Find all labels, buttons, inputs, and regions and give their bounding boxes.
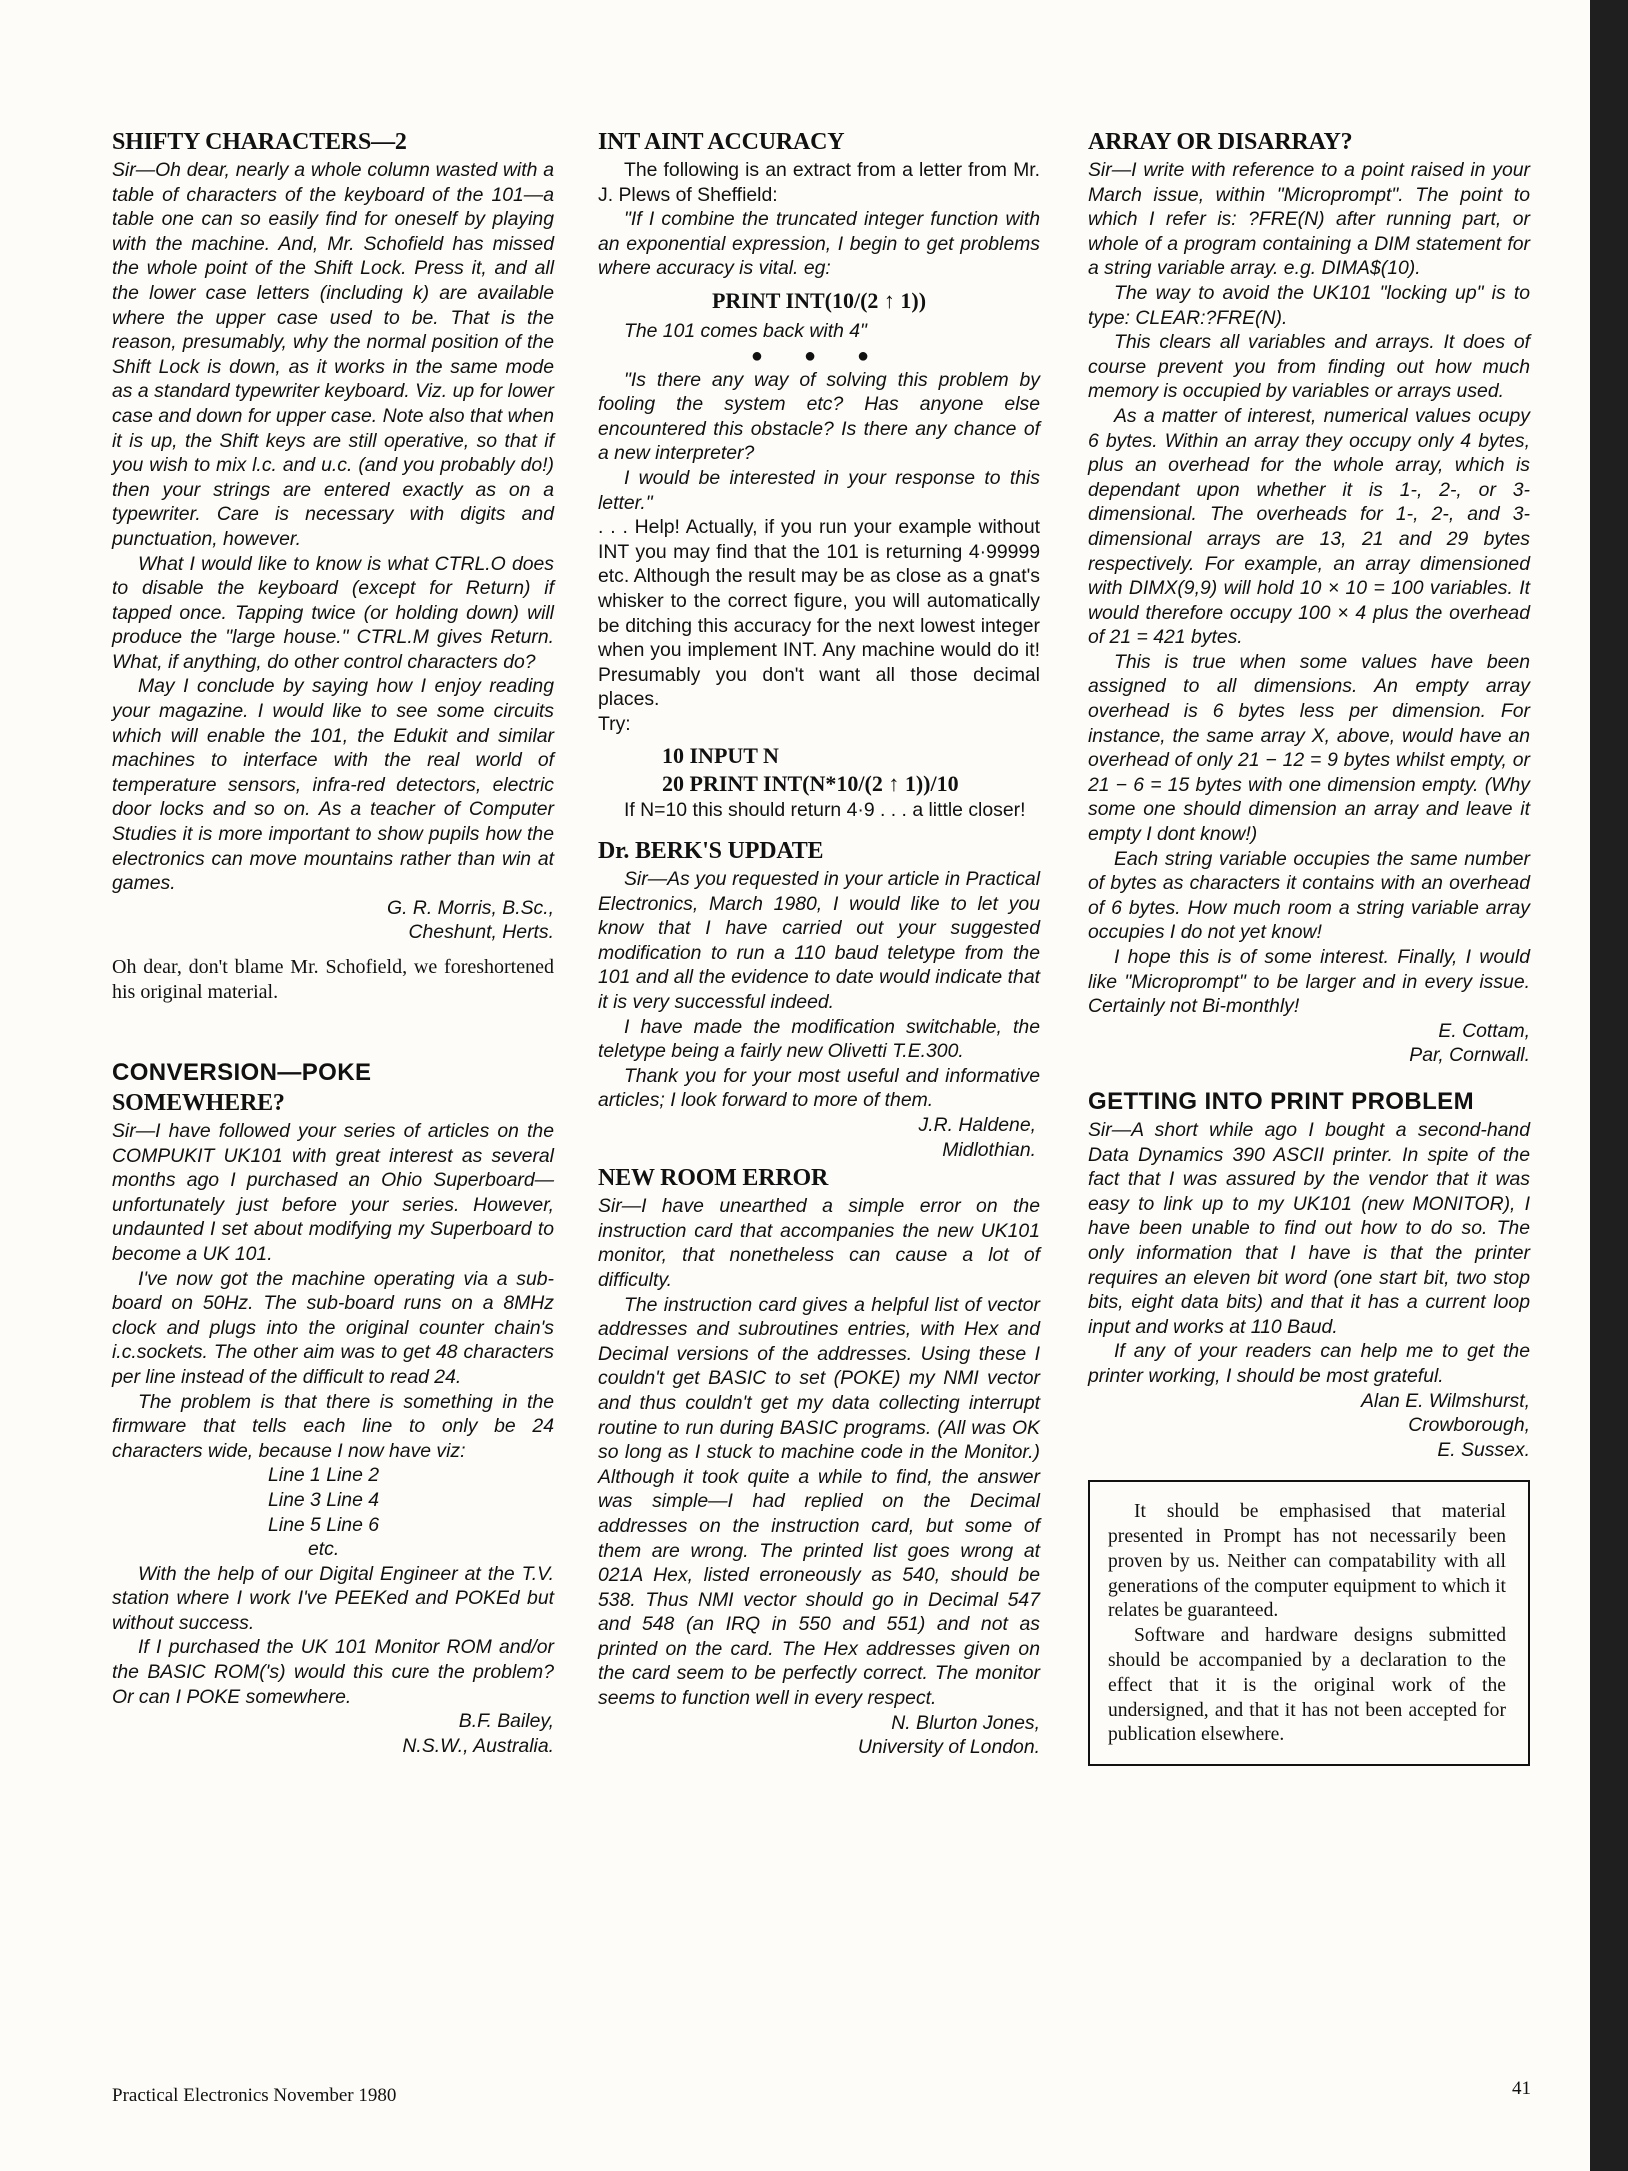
- heading-conversion-poke-line2: SOMEWHERE?: [112, 1090, 285, 1116]
- signature-place: Par, Cornwall.: [1409, 1044, 1530, 1067]
- reply-paragraph: . . . Help! Actually, if you run your example without INT you may find that the 101 is returning 4·99999 etc. Although the result may be as close as a gnat's whisker to the correct figure, you will automatically be ditching this accuracy for the next lowest integer when you implement INT. Any machine would do it! Presumably you don't want all those decimal places.: [598, 516, 1040, 711]
- letter-paragraph: The instruction card gives a helpful list of vector addresses and subroutines entries, with Hex and Decimal versions of the addresses. Using these I couldn't get BASIC to set (POKE) my NMI vector and thus couldn't get my data collecting interrupt routine to run during BASIC programs. (All was OK so long as I stuck to machine code in the Monitor.) Although it took quite a while to find, the answer was simple—I had replied on the Decimal addresses on the instruction card, but some of them are wrong. The printed list goes wrong at 021A Hex, listed erroneously as 540, should be 538. Thus NMI vector should go in Decimal 547 and 548 (an IRQ in 550 and 551) and not as printed on the card. The Hex addresses given on the card seem to be perfectly correct. The monitor seems to function well in every respect.: [598, 1293, 1040, 1710]
- letter-paragraph: I hope this is of some interest. Finally, I would like "Microprompt" to be larger and in every issue. Certainly not Bi-monthly!: [1088, 946, 1530, 1018]
- signature-block: [598, 1711, 1040, 1760]
- letter-paragraph: Sir—As you requested in your article in Practical Electronics, March 1980, I would like to let you know that I have carried out your suggested modification to run a 110 baud teletype from the 101 and all the evidence to date would indicate that it is very successful indeed.: [598, 868, 1040, 1014]
- signature-name: E. Cottam,: [1438, 1019, 1530, 1042]
- heading-shifty-characters: SHIFTY CHARACTERS—2: [112, 129, 407, 155]
- letter-paragraph: Sir—Oh dear, nearly a whole column wasted with a table of characters of the keyboard of the 101—a table one can so easily find for oneself by playing with the machine. And, Mr. Schofield has missed the whole point of the Shift Lock. Press it, and all the lower case letters (including k) are available where the upper case used to be. That is the reason, presumably, why the normal position of the Shift Lock is down, as it works in the same mode as a standard typewriter keyboard. Viz. up for lower case and down for upper case. Note also that when it is up, the Shift keys are still operative, so that if you wish to mix l.c. and u.c. (and you probably do!) then your strings are entered exactly as on a typewriter. Care is necessary with digits and punctuation, however.: [112, 159, 554, 550]
- heading-getting-into-print: GETTING INTO PRINT PROBLEM: [1088, 1087, 1474, 1115]
- screen-line-example: etc.: [308, 1538, 340, 1561]
- signature-place: Crowborough,: [1408, 1414, 1530, 1437]
- screen-line-example: Line 3 Line 4: [268, 1488, 380, 1511]
- editor-reply: Oh dear, don't blame Mr. Schofield, we foreshortened his original material.: [112, 956, 554, 1003]
- signature-name: G. R. Morris, B.Sc.,: [387, 896, 554, 919]
- letter-paragraph: With the help of our Digital Engineer at the T.V. station where I work I've PEEKed and POKEd but without success.: [112, 1562, 554, 1634]
- letter-paragraph: Thank you for your most useful and informative articles; I look forward to more of them.: [598, 1064, 1040, 1112]
- signature-place: University of London.: [857, 1736, 1040, 1759]
- reply-paragraph: Try:: [598, 712, 631, 735]
- disclaimer-paragraph: Software and hardware designs submitted should be accompanied by a declaration to the effect that it is the original work of the undersigned, and that it has not been accepted for publication elsewhere.: [1108, 1625, 1506, 1746]
- signature-county: E. Sussex.: [1437, 1438, 1530, 1461]
- letter-paragraph: May I conclude by saying how I enjoy reading your magazine. I would like to see some circuits which will enable the 101, the Edukit and similar machines to interface with the real world of temperature sensors, infra-red detectors, electric door locks and so on. As a teacher of Computer Studies it is more important to show pupils how the electronics can move mountains rather than win at games.: [112, 675, 554, 895]
- signature-block: [112, 1709, 554, 1758]
- heading-conversion-poke: CONVERSION—POKE: [112, 1059, 372, 1086]
- letter-paragraph: What I would like to know is what CTRL.O does to disable the keyboard (except for Return) if tapped once. Tapping twice (or holding down) will produce the "large house." CTRL.M gives Return. What, if anything, do other control characters do?: [112, 552, 554, 673]
- signature-name: Alan E. Wilmshurst,: [1361, 1389, 1530, 1412]
- letter-paragraph: If any of your readers can help me to get the printer working, I should be most grateful.: [1088, 1340, 1530, 1387]
- letter-paragraph: I've now got the machine operating via a sub-board on 50Hz. The sub-board runs on a 8MHz clock and plugs into the original counter chain's i.c.sockets. The other aim was to get 48 characters per line instead of the difficult to read 24.: [112, 1267, 554, 1388]
- separator-dots: ● ● ●: [750, 344, 888, 367]
- reply-paragraph: If N=10 this should return 4·9 . . . a little closer!: [624, 799, 1026, 822]
- disclaimer-paragraph: It should be emphasised that material presented in Prompt has not necessarily been proven by us. Neither can compatability with all generations of the computer equipment to which it relates be guaranteed.: [1108, 1501, 1506, 1622]
- footer-publication: Practical Electronics November 1980: [112, 2085, 397, 2106]
- screen-line-example: Line 5 Line 6: [268, 1513, 380, 1536]
- signature-block: [1088, 1389, 1530, 1463]
- code-line: 10 INPUT N: [662, 743, 779, 769]
- signature-block: [112, 896, 554, 945]
- quoted-paragraph: "Is there any way of solving this problem by fooling the system etc? Has anyone else encountered this obstacle? Is there any chance of a new interpreter?: [598, 368, 1040, 465]
- letter-paragraph: Sir—I have followed your series of articles on the COMPUKIT UK101 with great interest as several months ago I purchased an Ohio Superboard—unfortunately just before your series. However, undaunted I set about modifying my Superboard to become a UK 101.: [112, 1120, 554, 1265]
- letter-paragraph: Sir—A short while ago I bought a second-hand Data Dynamics 390 ASCII printer. In spite of the fact that I was assured by the vendor that it was easy to link up to my UK101 (new MONITOR), I have been unable to find out how to do so. The only information that I have is that the printer requires an eleven bit word (one start bit, two stop bits, eight data bits) and that it has a current loop input and works at 110 Baud.: [1088, 1118, 1530, 1338]
- signature-name: N. Blurton Jones,: [891, 1711, 1040, 1734]
- letter-paragraph: The way to avoid the UK101 "locking up" is to type: CLEAR:?FRE(N).: [1088, 281, 1530, 329]
- heading-dr-berks-update: Dr. BERK'S UPDATE: [598, 838, 824, 865]
- signature-name: J.R. Haldene,: [918, 1114, 1036, 1136]
- letter-paragraph: As a matter of interest, numerical values ocupy 6 bytes. Within an array they occupy only 4 bytes, plus an overhead for the whole array, which is dependant upon whether it is 1-, 2-, or 3-dimensional. The overheads for 1-, 2-, and 3-dimensional arrays are 13, 21 and 29 bytes respectively. For example, an array dimensioned with DIMX(9,9) will hold 10 × 10 = 100 variables. It would therefore occupy 100 × 4 plus the overhead of 21 = 421 bytes.: [1088, 404, 1530, 649]
- column-left: [112, 128, 554, 1758]
- letter-paragraph: I have made the modification switchable, the teletype being a fairly new Olivetti T.E.300.: [598, 1015, 1040, 1063]
- signature-place: Midlothian.: [942, 1138, 1036, 1161]
- heading-array-or-disarray: ARRAY OR DISARRAY?: [1088, 129, 1353, 155]
- quoted-paragraph: The 101 comes back with 4": [624, 319, 867, 342]
- letter-paragraph: Sir—I have unearthed a simple error on the instruction card that accompanies the new UK101 monitor, that nonetheless can cause a lot of difficulty.: [598, 1195, 1040, 1291]
- letter-paragraph: This is true when some values have been assigned to all dimensions. An empty array overhead is 6 bytes less per dimension. For instance, the same array X, above, would have an overhead of only 21 − 12 = 9 bytes whilst empty, or 21 − 6 = 15 bytes with one dimension empty. (Why some one should dimension an array and leave it empty I dont know!): [1088, 650, 1530, 846]
- heading-int-aint-accuracy: INT AINT ACCURACY: [598, 129, 845, 155]
- column-middle: [598, 128, 1040, 1760]
- heading-new-room-error: NEW ROOM ERROR: [598, 1165, 829, 1192]
- quoted-paragraph: I would be interested in your response to this letter.": [598, 466, 1040, 514]
- letter-paragraph: Each string variable occupies the same number of bytes as characters it contains with an overhead of 6 bytes. How much room a string variable array occupies I do not yet know!: [1088, 847, 1530, 944]
- letter-paragraph: If I purchased the UK 101 Monitor ROM and/or the BASIC ROM('s) would this cure the problem? Or can I POKE somewhere.: [112, 1636, 554, 1708]
- intro-paragraph: The following is an extract from a letter from Mr. J. Plews of Sheffield:: [598, 159, 1040, 206]
- signature-place: N.S.W., Australia.: [402, 1734, 554, 1757]
- letter-paragraph: This clears all variables and arrays. It does of course prevent you from finding out how much memory is occupied by variables or arrays used.: [1088, 331, 1530, 403]
- disclaimer-box: [1088, 1480, 1530, 1766]
- screen-line-example: Line 1 Line 2: [268, 1464, 380, 1487]
- page-number: 41: [1512, 2078, 1531, 2099]
- scan-edge: [1590, 0, 1628, 2171]
- code-line: PRINT INT(10/(2 ↑ 1)): [711, 287, 927, 313]
- signature-block: [598, 1113, 1040, 1162]
- quoted-paragraph: "If I combine the truncated integer function with an exponential expression, I begin to get problems where accuracy is vital. eg:: [598, 208, 1040, 280]
- signature-place: Cheshunt, Herts.: [408, 921, 554, 944]
- column-right: [1088, 128, 1530, 1766]
- signature-block: [1088, 1019, 1530, 1068]
- code-line: 20 PRINT INT(N*10/(2 ↑ 1))/10: [662, 771, 959, 797]
- signature-name: B.F. Bailey,: [458, 1710, 554, 1733]
- letter-paragraph: Sir—I write with reference to a point raised in your March issue, within "Microprompt". The point to which I refer is: ?FRE(N) after running part, or whole of a program containing a DIM statement for a string variable array. e.g. DIMA$(10).: [1088, 159, 1530, 280]
- letter-paragraph: The problem is that there is something in the firmware that tells each line to only be 24 characters wide, because I now have viz:: [112, 1390, 554, 1462]
